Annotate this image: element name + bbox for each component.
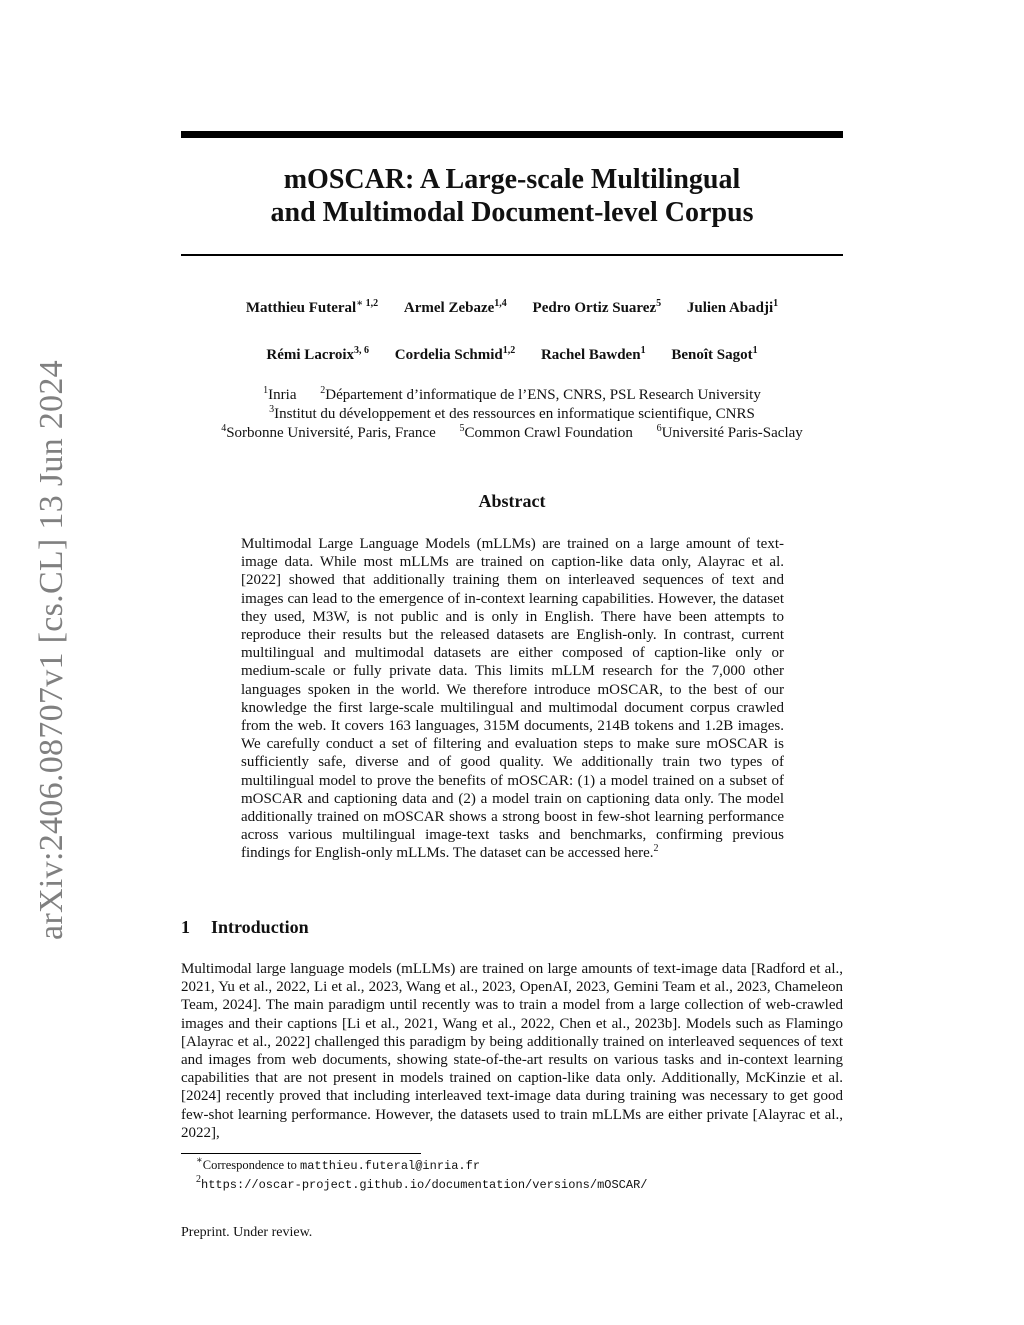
authors-row-1 [181,300,843,317]
footnote-correspondence: ∗Correspondence to matthieu.futeral@inria.fr [196,1155,481,1173]
paper-title [181,163,843,229]
author: Julien Abadji$^1$ [686,298,779,316]
affiliation: $^4$Sorbonne Université, Paris, France [221,423,436,441]
author: Cordelia Schmid$^{1,2}$ [394,345,516,363]
title-rule-top [181,131,843,138]
footnote-dataset-url: $^2$https://oscar-project.github.io/documentation/versions/mOSCAR/ [196,1174,648,1192]
affiliations-line-1 [150,386,874,405]
abstract-footnote-mark: 2 [653,843,659,855]
authors-row-2 [181,347,843,364]
author: Armel Zebaze$^{1,4}$ [403,298,507,316]
author: Rémi Lacroix$^{3, 6}$ [266,345,370,363]
title-line-1: mOSCAR: A Large-scale Multilingual [283,164,741,195]
section-heading [181,917,309,938]
abstract-body [241,535,784,863]
affiliation: $^2$Département d’informatique de l’ENS, CNRS, PSL Research University [320,385,761,403]
affiliations-line-2 [150,405,874,424]
section-title: Introduction [211,917,309,937]
author: Benoît Sagot$^1$ [671,345,758,363]
author: Matthieu Futeral$^{∗ 1,2}$ [245,298,379,316]
affiliation: $^1$Inria [263,385,297,403]
affiliation: $^3$Institut du développement et des ressources en informatique scientifique, CNRS [269,404,755,422]
affiliation: $^5$Common Crawl Foundation [459,423,633,441]
author: Rachel Bawden$^1$ [540,345,646,363]
preprint-note: Preprint. Under review. [181,1225,313,1240]
email-link[interactable]: matthieu.futeral@inria.fr [300,1159,481,1173]
affiliations-line-3 [150,424,874,443]
title-rule-bottom [181,254,843,256]
affiliation: $^6$Université Paris-Saclay [656,423,803,441]
author: Pedro Ortiz Suarez$^5$ [532,298,662,316]
arxiv-stamp: arXiv:2406.08707v1 [cs.CL] 13 Jun 2024 [33,360,70,940]
dataset-url-link[interactable]: https://oscar-project.github.io/documentation/versions/mOSCAR/ [201,1178,648,1192]
footnote-rule [181,1153,421,1154]
title-line-2: and Multimodal Document-level Corpus [270,197,754,228]
abstract-text: Multimodal Large Language Models (mLLMs) are trained on a large amount of text-image data. While most mLLMs are trained on caption-like data only, Alayrac et al. [2022] showed that additionally training them on interleaved sequences of text and images can lead to the emergence of in-context learning capabilities. However, the dataset they used, M3W, is not public and is only in English. There have been attempts to reproduce their results but the released datasets are English-only. In contrast, current multilingual and multimodal datasets are either composed of caption-like only or medium-scale or fully private data. This limits mLLM research for the 7,000 other languages spoken in the world. We therefore introduce mOSCAR, to the best of our knowledge the first large-scale multilingual and multimodal document corpus crawled from the web. It covers 163 languages, 315M documents, 214B tokens and 1.2B images. We carefully conduct a set of filtering and evaluation steps to make sure mOSCAR is sufficiently safe, diverse and of good quality. We additionally train two types of multilingual model to prove the benefits of mOSCAR: (1) a model trained on a subset of mOSCAR and captioning data and (2) a model train on captioning data only. The model additionally trained on mOSCAR shows a strong boost in few-shot learning performance across various multilingual image-text tasks and benchmarks, confirming previous findings for English-only mLLMs. The dataset can be accessed here. [241,536,784,862]
abstract-heading: Abstract [478,491,546,511]
introduction-text: Multimodal large language models (mLLMs) are trained on large amounts of text-image data [Radford et al., 2021, Yu et al., 2022, Li et al., 2023, Wang et al., 2023, OpenAI, 2023, Gemini Team et al., 2023, Chameleon Team, 2024]. The main paradigm until recently was to train a model from a large collection of web-crawled images and their captions [Li et al., 2021, Wang et al., 2022, Chen et al., 2023b]. Models such as Flamingo [Alayrac et al., 2022] challenged this paradigm by being additionally trained on interleaved sequences of text and images from web documents, showing state-of-the-art results on various tasks and in-context learning capabilities that are not present in models trained on caption-like data only. Additionally, McKinzie et al. [2024] recently proved that including interleaved text-image data during training was necessary to get good few-shot learning performance. However, the datasets used to train mLLMs are either private [Alayrac et al., 2022], [181,961,843,1141]
section-number: 1 [181,917,190,937]
